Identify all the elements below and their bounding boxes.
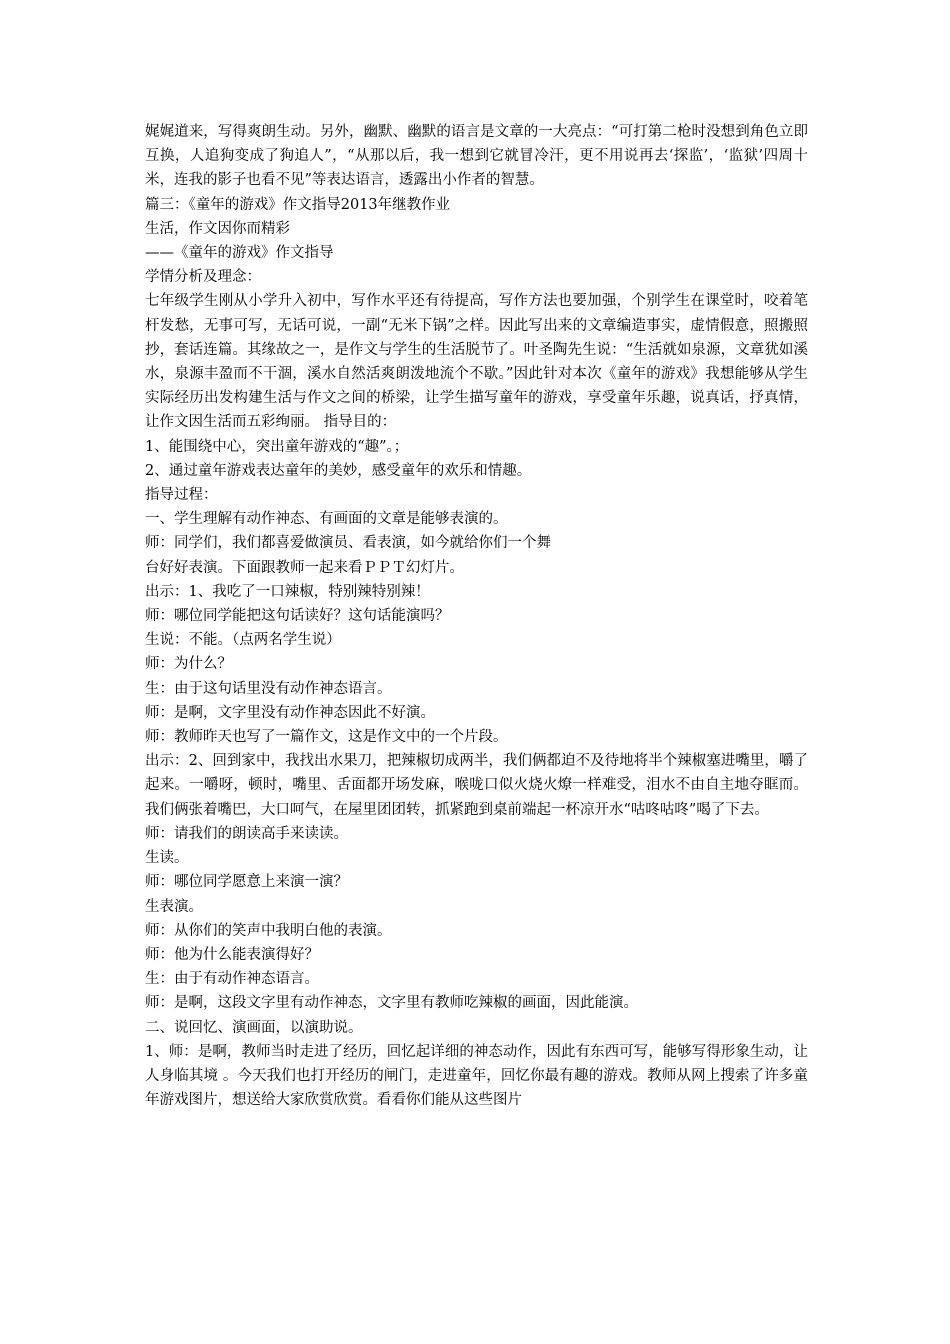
paragraph-example: 出示：2、回到家中，我找出水果刀，把辣椒切成两半，我们俩都迫不及待地将半个辣椒塞进嘴里，嚼了起来。一嚼呀，顿时，嘴里、舌面都开场发麻，喉咙口似火烧火燎一样难受，泪水不由自主地夺眶而。我们俩张着嘴巴，大口呵气，在屋里团团转，抓紧跑到桌前端起一杯凉开水“咕咚咕咚”喝了下去。 [145, 753, 808, 818]
dialogue-line: 师：哪位同学能把这句话读好？这句话能演吗？ [145, 608, 450, 625]
heading-analysis: 学情分析及理念： [145, 269, 261, 286]
dialogue-line: 师：是啊，这段文字里有动作神态，文字里有教师吃辣椒的画面，因此能演。 [145, 995, 638, 1012]
dialogue-line: 师：从你们的笑声中我明白他的表演。 [145, 922, 392, 939]
dialogue-line: 师：是啊，文字里没有动作神态因此不好演。 [145, 704, 435, 721]
dialogue-line: 出示：1、我吃了一口辣椒，特别辣特别辣！ [145, 583, 430, 600]
dialogue-line: 生：由于这句话里没有动作神态语言。 [145, 680, 392, 697]
process-step-2: 二、说回忆、演画面，以演助说。 [145, 1019, 363, 1036]
dialogue-line: 生：由于有动作神态语言。 [145, 971, 319, 988]
subtitle: 生活，作文因你而精彩 [145, 220, 290, 237]
dialogue-line: 生读。 [145, 850, 189, 867]
paragraph-analysis: 七年级学生刚从小学升入初中，写作水平还有待提高，写作方法也要加强，个别学生在课堂时，咬着笔杆发愁，无事可写，无话可说，一副“无米下锅”之样。因此写出来的文章编造事实，虚情假意，照搬照抄，套话连篇。其缘故之一，是作文与学生的生活脱节了。叶圣陶先生说：“生活就如泉源，文章犹如溪水，泉源丰盈而不干涸，溪水自然活爽朗泼地流个不歇。”因此针对本次《童年的游戏》我想能够从学生实际经历出发构建生活与作文之间的桥梁，让学生描写童年的游戏，享受童年乐趣，说真话，抒真情，让作文因生活而五彩绚丽。 指导目的： [145, 293, 808, 431]
section-title: 篇三：《童年的游戏》作文指导2013年继教作业 [145, 196, 451, 213]
goal-item-1: 1、能围绕中心，突出童年游戏的“趣”。； [145, 438, 409, 455]
dialogue-line: 台好好表演。下面跟教师一起来看ＰＰＴ幻灯片。 [145, 559, 464, 576]
dialogue-line: 师：同学们，我们都喜爱做演员、看表演，如今就给你们一个舞 [145, 535, 551, 552]
process-step-1: 一、学生理解有动作神态、有画面的文章是能够表演的。 [145, 511, 508, 528]
paragraph-teacher: 1、师：是啊，教师当时走进了经历，回忆起详细的神态动作，因此有东西可写，能够写得形象生动，让人身临其境 。今天我们也打开经历的闸门，走进童年，回忆你最有趣的游戏。教师从网上搜索了许多童年游戏图片，想送给大家欣赏欣赏。看看你们能从这些图片 [145, 1043, 808, 1109]
dialogue-line: 师：为什么？ [145, 656, 232, 673]
dialogue-line: 生说：不能。（点两名学生说） [145, 632, 341, 649]
dialogue-line: 师：教师昨天也写了一篇作文，这是作文中的一个片段。 [145, 729, 508, 746]
document-page [145, 120, 808, 1112]
heading-process: 指导过程： [145, 487, 218, 504]
dialogue-line: 生表演。 [145, 898, 203, 915]
subtitle-2: ——《童年的游戏》作文指导 [145, 245, 334, 262]
dialogue-line: 师：哪位同学愿意上来演一演？ [145, 874, 348, 891]
dialogue-line: 师：请我们的朗读高手来读读。 [145, 825, 348, 842]
goal-item-2: 2、通过童年游戏表达童年的美妙，感受童年的欢乐和情趣。 [145, 462, 532, 479]
dialogue-line: 师：他为什么能表演得好？ [145, 946, 319, 963]
paragraph-intro-continuation: 娓娓道来，写得爽朗生动。另外，幽默、幽默的语言是文章的一大亮点：“可打第二枪时没想到角色立即互换，人追狗变成了狗追人”，“从那以后，我一想到它就冒冷汗，更不用说再去‘探监’，‘监狱’四周十米，连我的影子也看不见”等表达语言，透露出小作者的智慧。 [145, 124, 808, 189]
